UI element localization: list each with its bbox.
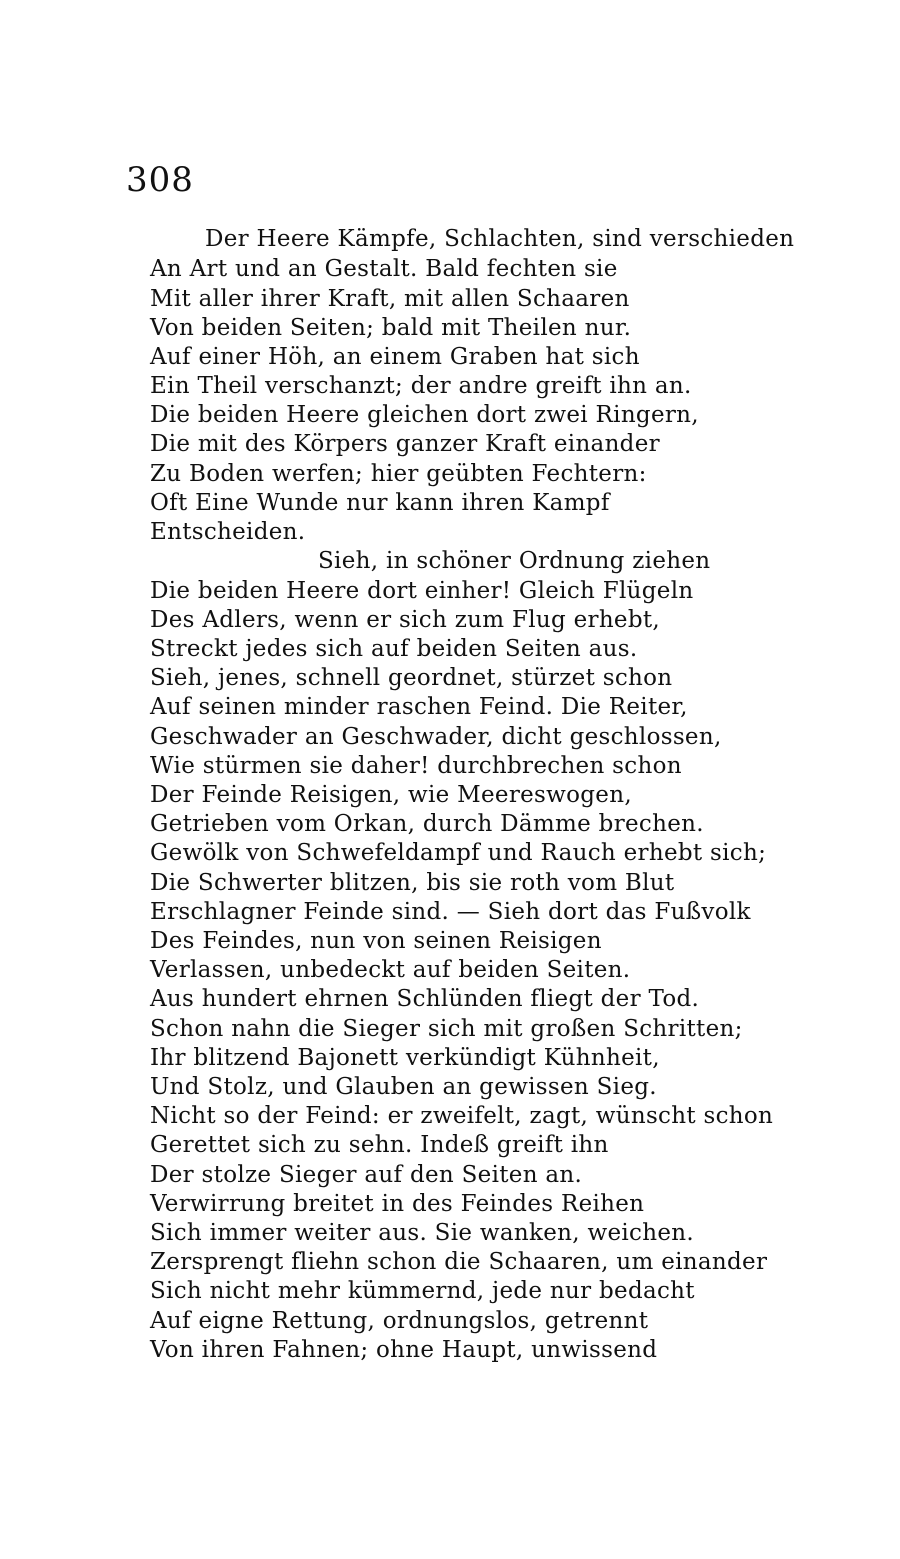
- poem-line: Auf seinen minder raschen Feind. Die Reiter,: [150, 694, 688, 720]
- poem-line: Verwirrung breitet in des Feindes Reihen: [150, 1191, 645, 1217]
- poem-line: Sieh, jenes, schnell geordnet, stürzet schon: [150, 665, 673, 691]
- poem-line: Entscheiden.: [150, 519, 306, 545]
- poem-line: Sieh, in schöner Ordnung ziehen: [318, 548, 711, 574]
- page-number: 308: [126, 160, 194, 200]
- poem-line: An Art und an Gestalt. Bald fechten sie: [150, 256, 618, 282]
- poem-line: Oft Eine Wunde nur kann ihren Kampf: [150, 490, 610, 516]
- poem-line: Und Stolz, und Glauben an gewissen Sieg.: [150, 1074, 657, 1100]
- poem-line: Zersprengt fliehn schon die Schaaren, um einander: [150, 1249, 768, 1275]
- poem-line: Verlassen, unbedeckt auf beiden Seiten.: [150, 957, 631, 983]
- poem-line: Gewölk von Schwefeldampf und Rauch erhebt sich;: [150, 840, 767, 866]
- poem-line: Wie stürmen sie daher! durchbrechen schon: [150, 753, 682, 779]
- poem-line: Ein Theil verschanzt; der andre greift ihn an.: [150, 373, 692, 399]
- poem-line: Der Heere Kämpfe, Schlachten, sind verschieden: [205, 226, 795, 252]
- poem-line: Des Feindes, nun von seinen Reisigen: [150, 928, 602, 954]
- poem-line: Aus hundert ehrnen Schlünden fliegt der Tod.: [150, 986, 700, 1012]
- poem-line: Auf eigne Rettung, ordnungslos, getrennt: [150, 1308, 649, 1334]
- poem-line: Ihr blitzend Bajonett verkündigt Kühnheit,: [150, 1045, 660, 1071]
- poem-line: Schon nahn die Sieger sich mit großen Schritten;: [150, 1016, 743, 1042]
- poem-line: Von beiden Seiten; bald mit Theilen nur.: [150, 315, 632, 341]
- poem-line: Von ihren Fahnen; ohne Haupt, unwissend: [150, 1337, 658, 1363]
- poem-line: Der stolze Sieger auf den Seiten an.: [150, 1162, 583, 1188]
- poem-line: Getrieben vom Orkan, durch Dämme brechen.: [150, 811, 704, 837]
- poem-line: Nicht so der Feind: er zweifelt, zagt, wünscht schon: [150, 1103, 774, 1129]
- poem-line: Sich nicht mehr kümmernd, jede nur bedacht: [150, 1278, 695, 1304]
- poem-line: Streckt jedes sich auf beiden Seiten aus.: [150, 636, 638, 662]
- poem-line: Geschwader an Geschwader, dicht geschlossen,: [150, 724, 722, 750]
- poem-line: Sich immer weiter aus. Sie wanken, weichen.: [150, 1220, 694, 1246]
- poem-line: Zu Boden werfen; hier geübten Fechtern:: [150, 461, 647, 487]
- poem-line: Der Feinde Reisigen, wie Meereswogen,: [150, 782, 632, 808]
- poem-line: Die beiden Heere dort einher! Gleich Flügeln: [150, 578, 694, 604]
- poem-line: Die Schwerter blitzen, bis sie roth vom Blut: [150, 870, 675, 896]
- poem-line: Des Adlers, wenn er sich zum Flug erhebt,: [150, 607, 661, 633]
- poem-line: Die beiden Heere gleichen dort zwei Ringern,: [150, 402, 699, 428]
- poem-line: Auf einer Höh, an einem Graben hat sich: [150, 344, 640, 370]
- poem-line: Die mit des Körpers ganzer Kraft einander: [150, 431, 660, 457]
- poem-line: Mit aller ihrer Kraft, mit allen Schaaren: [150, 286, 630, 312]
- poem-line: Gerettet sich zu sehn. Indeß greift ihn: [150, 1132, 609, 1158]
- poem-line: Erschlagner Feinde sind. — Sieh dort das Fußvolk: [150, 899, 751, 925]
